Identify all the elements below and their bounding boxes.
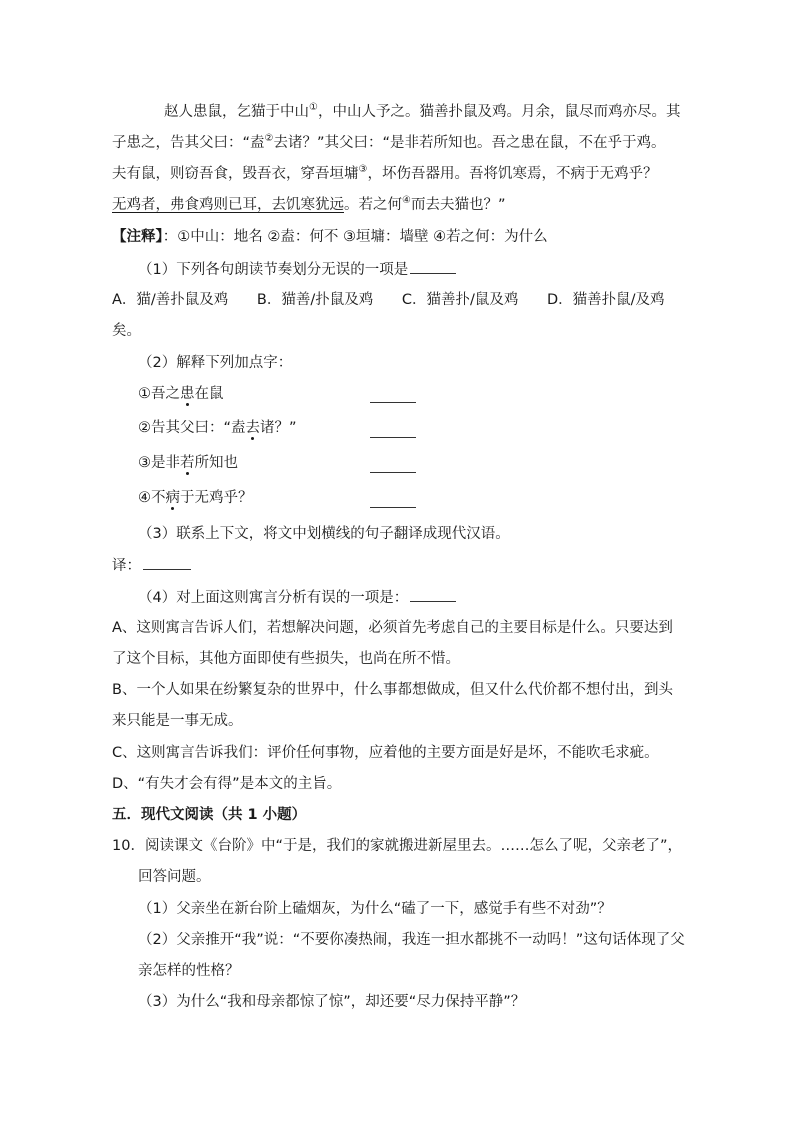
annotation-notes [112, 227, 548, 247]
question-10-sub-2-line-2: 亲怎样的性格？ [138, 963, 240, 979]
question-10-sub-3: （3）为什么“我和母亲都惊了惊”，却还要“尽力保持平静”？ [138, 994, 526, 1010]
passage-line-2 [112, 133, 666, 153]
answer-blank[interactable] [370, 471, 416, 473]
option-b-line-2: 来只能是一事无成。 [112, 713, 243, 729]
passage-line-1 [164, 102, 680, 122]
question-stem: （1）下列各句朗读节奏划分无误的一项是 [138, 262, 409, 278]
item-text: 所知也 [194, 455, 238, 471]
section-title: 五．现代文阅读（共 1 小题） [112, 807, 307, 823]
translation-answer [112, 555, 191, 576]
notes-label: 【注释】 [112, 229, 163, 245]
option-a: A．猫/善扑鼠及鸡 [112, 292, 229, 308]
item-text: ③是非 [138, 455, 180, 471]
item-text: ④不 [138, 490, 166, 506]
item-text: ②告其父曰：“盍 [138, 420, 246, 436]
option-c: C、这则寓言告诉我们：评价任何事物，应着他的主要方面是好是坏，不能吹毛求疵。 [112, 745, 659, 761]
footnote-marker: ③ [358, 164, 368, 175]
passage-text: 去诸？”其父曰：“是非若所知也。吾之患在鼠，不在乎于鸡。 [273, 135, 666, 151]
item-text: 在鼠 [194, 386, 224, 402]
underlined-sentence: 无鸡者，弗食鸡则已耳，去饥寒犹远 [112, 197, 344, 213]
option-c: C．猫善扑/鼠及鸡 [401, 292, 519, 308]
dotted-character: 若 [180, 455, 195, 471]
question-3: （3）联系上下文，将文中划横线的句子翻译成现代汉语。 [138, 526, 510, 542]
option-d: D．猫善扑鼠/及鸡 [547, 292, 665, 308]
answer-label: 译： [112, 558, 141, 574]
passage-text: ，中山人予之。猫善扑鼠及鸡。月余，鼠尽而鸡亦尽。其 [317, 104, 681, 120]
passage-text: 赵人患鼠，乞猫于中山 [164, 104, 309, 120]
option-b-line-1: B、一个人如果在纷繁复杂的世界中，什么事都想做成，但又什么代价都不想付出，到头 [112, 682, 673, 698]
notes-text: ：①中山：地名 ②盍：何不 ③垣墉：墙壁 ④若之何：为什么 [162, 229, 548, 245]
dotted-character: 去 [245, 420, 261, 436]
answer-blank[interactable] [370, 506, 416, 508]
answer-blank[interactable] [410, 259, 456, 274]
question-2-item-3 [138, 453, 238, 473]
option-a-line-2: 了这个目标，其他方面即使有些损失，也尚在所不惜。 [112, 651, 460, 667]
option-d: D、“有失才会有得”是本文的主旨。 [112, 776, 342, 792]
question-10-sub-2-line-1: （2）父亲推开“我”说：“不要你凑热闹，我连一担水都挑不一动吗！”这句话体现了父 [138, 932, 685, 948]
answer-blank[interactable] [143, 555, 191, 570]
passage-text: 而去夫猫也？” [410, 197, 506, 213]
question-2-item-1 [138, 384, 224, 404]
answer-blank[interactable] [370, 436, 416, 438]
question-10-stem-line-2: 回答问题。 [138, 869, 211, 885]
passage-line-3 [112, 164, 657, 184]
passage-text: 夫有鼠，则窃吾食，毁吾衣，穿吾垣墉 [112, 166, 359, 182]
passage-text: 。若之何 [344, 197, 402, 213]
item-text: 诸？” [260, 420, 297, 436]
passage-text: ，坏伤吾器用。吾将饥寒焉，不病于无鸡乎？ [367, 166, 658, 182]
item-text: ①吾之 [138, 386, 180, 402]
question-1-options [112, 290, 665, 310]
option-b: B．猫善/扑鼠及鸡 [256, 292, 374, 308]
dotted-character: 病 [165, 490, 180, 506]
option-a-line-1: A、这则寓言告诉人们，若想解决问题，必须首先考虑自己的主要目标是什么。只要达到 [112, 620, 673, 636]
question-4 [138, 587, 456, 608]
dotted-character: 患 [180, 386, 195, 402]
question-1 [138, 259, 456, 280]
question-10-sub-1: （1）父亲坐在新台阶上磕烟灰，为什么“磕了一下，感觉手有些不对劲”？ [138, 901, 612, 917]
answer-blank[interactable] [410, 587, 456, 602]
question-2-item-2 [138, 418, 297, 438]
question-stem: （4）对上面这则寓言分析有误的一项是： [138, 590, 409, 606]
passage-line-4 [112, 195, 505, 215]
passage-text: 子患之，告其父曰：“盍 [112, 135, 265, 151]
answer-blank[interactable] [370, 401, 416, 403]
footnote-marker: ① [309, 102, 318, 113]
question-10-stem-line-1: 10．阅读课文《台阶》中“于是，我们的家就搬进新屋里去。……怎么了呢，父亲老了”， [112, 838, 682, 854]
question-2-item-4 [138, 488, 253, 508]
footnote-marker: ④ [402, 195, 411, 206]
question-2: （2）解释下列加点字： [138, 355, 293, 371]
option-d-continued: 矣。 [112, 323, 141, 339]
item-text: 于无鸡乎？ [180, 490, 253, 506]
footnote-marker: ② [264, 133, 274, 144]
